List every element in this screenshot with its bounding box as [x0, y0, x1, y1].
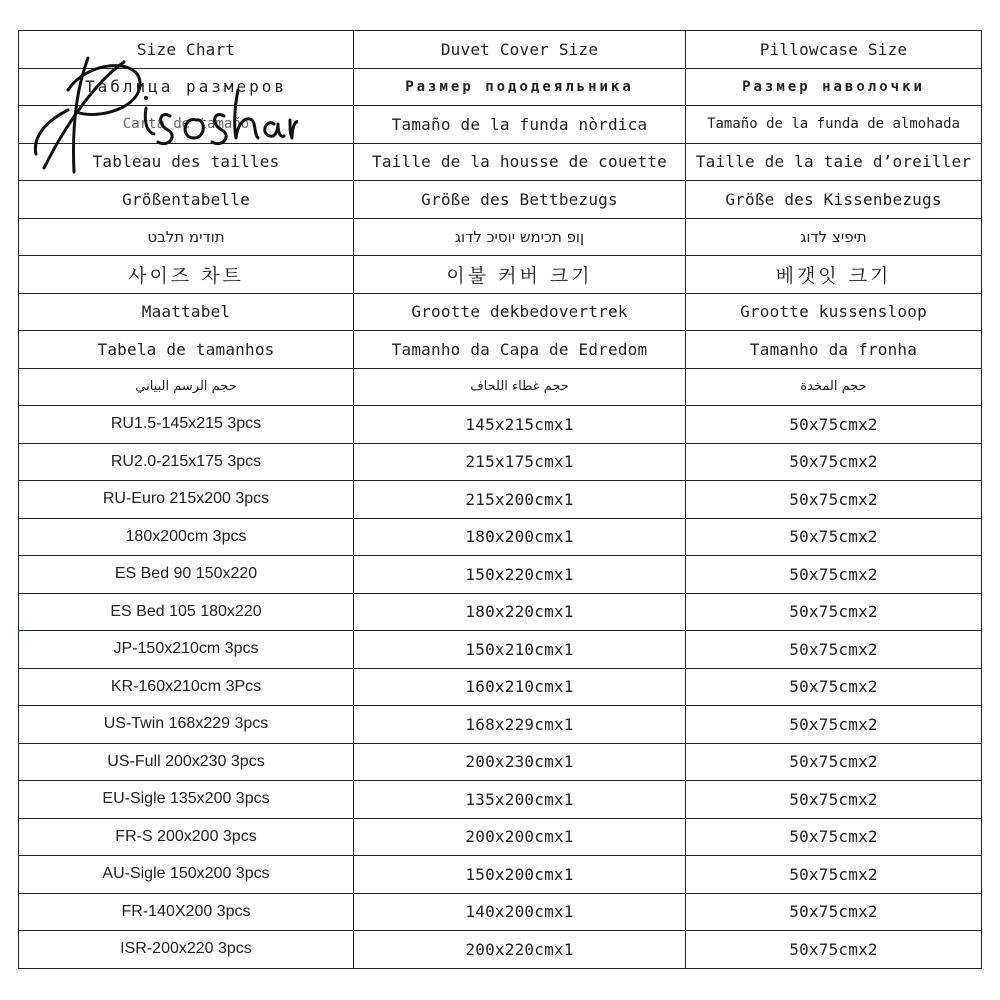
duvet-size-cell: 150x200cmx1: [354, 856, 686, 894]
table-row: [19, 931, 982, 969]
header-row: [19, 31, 982, 69]
pillowcase-size-cell: 50x75cmx2: [686, 443, 982, 481]
translation-cell-pillow: Taille de la taie d’oreiller: [686, 143, 982, 181]
duvet-size-cell: 150x210cmx1: [354, 631, 686, 669]
translation-row-de: [19, 181, 982, 219]
translation-cell-size-chart: Größentabelle: [19, 181, 354, 219]
table-row: [19, 743, 982, 781]
model-cell: ES Bed 105 180x220: [19, 593, 354, 631]
size-chart-body: [19, 31, 982, 969]
table-row: [19, 856, 982, 894]
pillowcase-size-cell: 50x75cmx2: [686, 706, 982, 744]
duvet-size-cell: 160x210cmx1: [354, 668, 686, 706]
table-row: [19, 518, 982, 556]
translation-cell-duvet: Размер пододеяльника: [354, 68, 686, 106]
table-row: [19, 818, 982, 856]
table-row: [19, 406, 982, 444]
translation-cell-pillow: 베갯잇 크기: [686, 256, 982, 294]
duvet-size-cell: 135x200cmx1: [354, 781, 686, 819]
translation-cell-duvet: 이불 커버 크기: [354, 256, 686, 294]
translation-cell-size-chart: Maattabel: [19, 293, 354, 331]
model-cell: 180x200cm 3pcs: [19, 518, 354, 556]
pillowcase-size-cell: 50x75cmx2: [686, 593, 982, 631]
translation-cell-duvet: Tamanho da Capa de Edredom: [354, 331, 686, 369]
translation-cell-pillow: תיפיצ לדוג: [686, 218, 982, 256]
header-size-chart: Size Chart: [19, 31, 354, 69]
duvet-size-cell: 180x220cmx1: [354, 593, 686, 631]
translation-row-fr: [19, 143, 982, 181]
pillowcase-size-cell: 50x75cmx2: [686, 781, 982, 819]
translation-cell-pillow: Tamaño de la funda de almohada: [686, 106, 982, 144]
duvet-size-cell: 168x229cmx1: [354, 706, 686, 744]
translation-cell-duvet: Tamaño de la funda nòrdica: [354, 106, 686, 144]
table-row: [19, 556, 982, 594]
model-cell: KR-160x210cm 3Pcs: [19, 668, 354, 706]
translation-cell-size-chart: Tabela de tamanhos: [19, 331, 354, 369]
table-row: [19, 481, 982, 519]
duvet-size-cell: 145x215cmx1: [354, 406, 686, 444]
pillowcase-size-cell: 50x75cmx2: [686, 556, 982, 594]
duvet-size-cell: 215x200cmx1: [354, 481, 686, 519]
pillowcase-size-cell: 50x75cmx2: [686, 631, 982, 669]
translation-cell-size-chart: Tableau des tailles: [19, 143, 354, 181]
size-chart-table: [18, 30, 982, 969]
pillowcase-size-cell: 50x75cmx2: [686, 406, 982, 444]
model-cell: ES Bed 90 150x220: [19, 556, 354, 594]
translation-row-ko: [19, 256, 982, 294]
table-row: [19, 893, 982, 931]
corner-mark: [18, 630, 21, 633]
duvet-size-cell: 180x200cmx1: [354, 518, 686, 556]
translation-row-es: [19, 106, 982, 144]
translation-cell-duvet: Größe des Bettbezugs: [354, 181, 686, 219]
translation-cell-pillow: حجم المخدة: [686, 368, 982, 406]
pillowcase-size-cell: 50x75cmx2: [686, 893, 982, 931]
model-cell: AU-Sigle 150x200 3pcs: [19, 856, 354, 894]
pillowcase-size-cell: 50x75cmx2: [686, 743, 982, 781]
translation-row-nl: [19, 293, 982, 331]
translation-cell-pillow: Grootte kussensloop: [686, 293, 982, 331]
model-cell: JP-150x210cm 3pcs: [19, 631, 354, 669]
model-cell: FR-140X200 3pcs: [19, 893, 354, 931]
translation-cell-pillow: Размер наволочки: [686, 68, 982, 106]
duvet-size-cell: 200x220cmx1: [354, 931, 686, 969]
translation-cell-pillow: Größe des Kissenbezugs: [686, 181, 982, 219]
header-duvet-cover-size: Duvet Cover Size: [354, 31, 686, 69]
model-cell: RU1.5-145x215 3pcs: [19, 406, 354, 444]
translation-cell-duvet: حجم غطاء اللحاف: [354, 368, 686, 406]
duvet-size-cell: 150x220cmx1: [354, 556, 686, 594]
pillowcase-size-cell: 50x75cmx2: [686, 931, 982, 969]
table-row: [19, 443, 982, 481]
table-row: [19, 706, 982, 744]
translation-cell-duvet: Taille de la housse de couette: [354, 143, 686, 181]
table-row: [19, 668, 982, 706]
translation-row-ru: [19, 68, 982, 106]
translation-cell-size-chart: Таблица размеров: [19, 68, 354, 106]
pillowcase-size-cell: 50x75cmx2: [686, 856, 982, 894]
model-cell: RU-Euro 215x200 3pcs: [19, 481, 354, 519]
translation-row-pt: [19, 331, 982, 369]
pillowcase-size-cell: 50x75cmx2: [686, 818, 982, 856]
model-cell: US-Twin 168x229 3pcs: [19, 706, 354, 744]
translation-cell-size-chart: حجم الرسم البياني: [19, 368, 354, 406]
pillowcase-size-cell: 50x75cmx2: [686, 668, 982, 706]
duvet-size-cell: 200x230cmx1: [354, 743, 686, 781]
translation-cell-duvet: Grootte dekbedovertrek: [354, 293, 686, 331]
model-cell: RU2.0-215x175 3pcs: [19, 443, 354, 481]
translation-row-ar: [19, 368, 982, 406]
pillowcase-size-cell: 50x75cmx2: [686, 481, 982, 519]
model-cell: EU-Sigle 135x200 3pcs: [19, 781, 354, 819]
header-pillowcase-size: Pillowcase Size: [686, 31, 982, 69]
model-cell: FR-S 200x200 3pcs: [19, 818, 354, 856]
duvet-size-cell: 200x200cmx1: [354, 818, 686, 856]
duvet-size-cell: 140x200cmx1: [354, 893, 686, 931]
model-cell: ISR-200x220 3pcs: [19, 931, 354, 969]
table-row: [19, 631, 982, 669]
translation-cell-size-chart: 사이즈 차트: [19, 256, 354, 294]
table-row: [19, 781, 982, 819]
table-row: [19, 593, 982, 631]
translation-cell-duvet: ןופ תכימש יוסיכ לדוג: [354, 218, 686, 256]
translation-cell-pillow: Tamanho da fronha: [686, 331, 982, 369]
translation-cell-size-chart: Carta de tamaño: [19, 106, 354, 144]
pillowcase-size-cell: 50x75cmx2: [686, 518, 982, 556]
translation-cell-size-chart: תודימ תלבט: [19, 218, 354, 256]
model-cell: US-Full 200x230 3pcs: [19, 743, 354, 781]
duvet-size-cell: 215x175cmx1: [354, 443, 686, 481]
translation-row-he: [19, 218, 982, 256]
